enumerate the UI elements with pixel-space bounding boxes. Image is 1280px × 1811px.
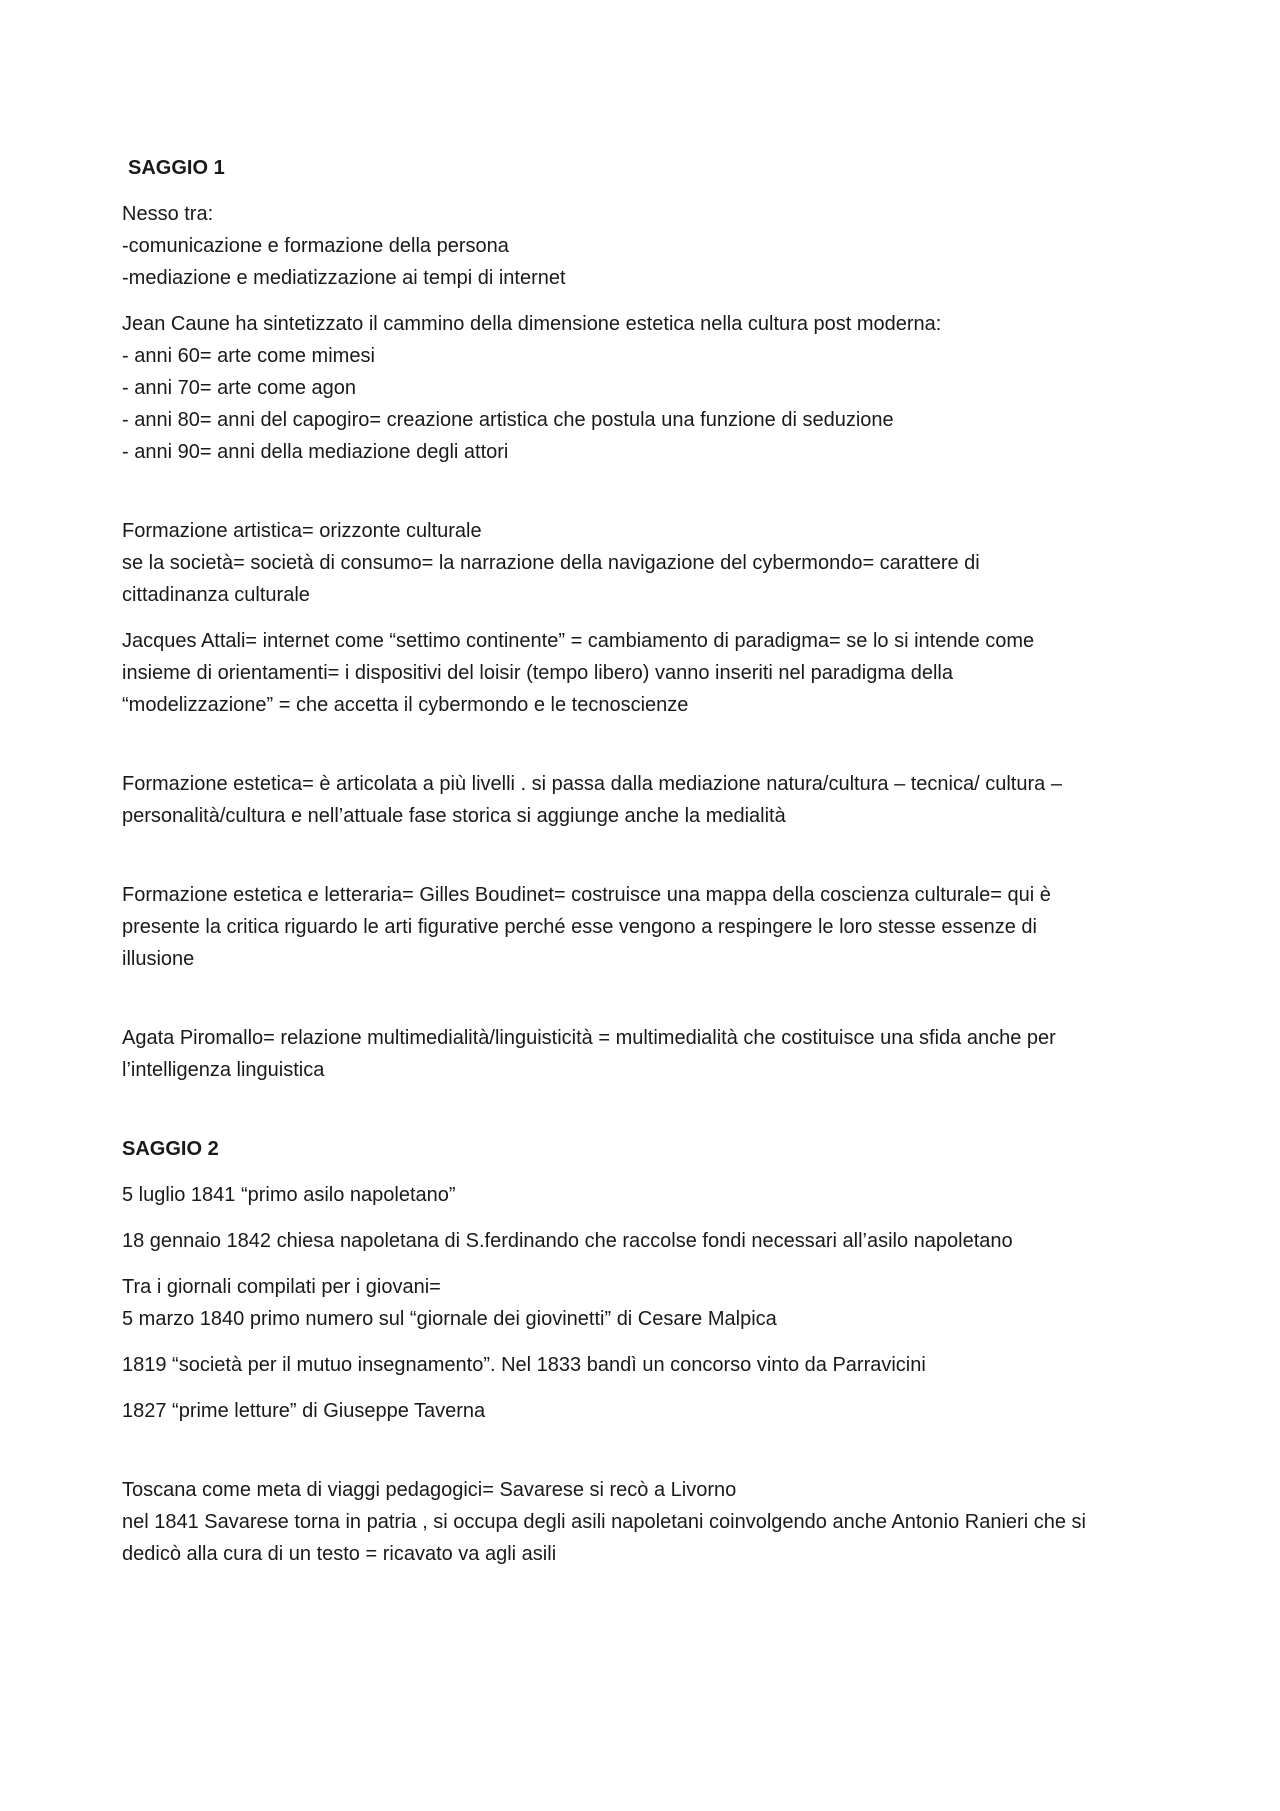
text-line: Jean Caune ha sintetizzato il cammino della dimensione estetica nella cultura post moderna:: [122, 313, 942, 335]
text-line: -comunicazione e formazione della persona: [122, 235, 509, 257]
paragraph-mutuo-insegnamento: [122, 1349, 1182, 1381]
text-line: personalità/cultura e nell’attuale fase storica si aggiunge anche la medialità: [122, 805, 786, 827]
text-line: illusione: [122, 948, 195, 970]
text-line: Agata Piromallo= relazione multimedialità/linguisticità = multimedialità che costituisce una sfida anche per: [122, 1027, 1056, 1049]
paragraph-jacques-attali: [122, 625, 1182, 721]
text-line: “modelizzazione” = che accetta il cybermondo e le tecnoscienze: [122, 694, 689, 716]
document-body: [122, 152, 1182, 1584]
paragraph-toscana: [122, 1474, 1182, 1570]
text-line: - anni 90= anni della mediazione degli attori: [122, 441, 509, 463]
paragraph-chiesa-napoletana: [122, 1225, 1182, 1257]
section-heading-saggio-2: SAGGIO 2: [122, 1138, 219, 1160]
paragraph-formazione-estetica: [122, 768, 1182, 832]
text-line: nel 1841 Savarese torna in patria , si occupa degli asili napoletani coinvolgendo anche Antonio Ranieri che si: [122, 1511, 1086, 1533]
text-line: - anni 80= anni del capogiro= creazione artistica che postula una funzione di seduzione: [122, 409, 894, 431]
text-line: Tra i giornali compilati per i giovani=: [122, 1276, 441, 1298]
text-line: l’intelligenza linguistica: [122, 1059, 325, 1081]
text-line: - anni 60= arte come mimesi: [122, 345, 375, 367]
text-line: Formazione estetica e letteraria= Gilles Boudinet= costruisce una mappa della coscienza culturale= qui è: [122, 884, 1051, 906]
paragraph-giornali: [122, 1271, 1182, 1335]
text-line: Toscana come meta di viaggi pedagogici= Savarese si recò a Livorno: [122, 1479, 737, 1501]
text-line: insieme di orientamenti= i dispositivi del loisir (tempo libero) vanno inseriti nel paradigma della: [122, 662, 953, 684]
text-line: cittadinanza culturale: [122, 584, 310, 606]
paragraph-nesso: [122, 198, 1182, 294]
paragraph-formazione-letteraria: [122, 879, 1182, 975]
paragraph-prime-letture: [122, 1395, 1182, 1427]
text-line: -mediazione e mediatizzazione ai tempi di internet: [122, 267, 566, 289]
text-line: 5 luglio 1841 “primo asilo napoletano”: [122, 1184, 456, 1206]
paragraph-primo-asilo: [122, 1179, 1182, 1211]
text-line: - anni 70= arte come agon: [122, 377, 357, 399]
text-line: 18 gennaio 1842 chiesa napoletana di S.ferdinando che raccolse fondi necessari all’asilo napoletano: [122, 1230, 1013, 1252]
text-line: dedicò alla cura di un testo = ricavato va agli asili: [122, 1543, 557, 1565]
text-line: 1819 “società per il mutuo insegnamento”. Nel 1833 bandì un concorso vinto da Parravicini: [122, 1354, 926, 1376]
text-line: presente la critica riguardo le arti figurative perché esse vengono a respingere le loro stesse essenze di: [122, 916, 1037, 938]
text-line: Formazione estetica= è articolata a più livelli . si passa dalla mediazione natura/cultura – tecnica/ cultura –: [122, 773, 1062, 795]
paragraph-formazione-artistica: [122, 515, 1182, 611]
text-line: 5 marzo 1840 primo numero sul “giornale dei giovinetti” di Cesare Malpica: [122, 1308, 777, 1330]
paragraph-agata-piromallo: [122, 1022, 1182, 1086]
paragraph-jean-caune: [122, 308, 1182, 468]
text-line: Nesso tra:: [122, 203, 214, 225]
text-line: Formazione artistica= orizzonte culturale: [122, 520, 482, 542]
text-line: Jacques Attali= internet come “settimo continente” = cambiamento di paradigma= se lo si intende come: [122, 630, 1035, 652]
text-line: 1827 “prime letture” di Giuseppe Taverna: [122, 1400, 486, 1422]
section-heading-saggio-1: SAGGIO 1: [128, 157, 225, 179]
text-line: se la società= società di consumo= la narrazione della navigazione del cybermondo= carattere di: [122, 552, 980, 574]
